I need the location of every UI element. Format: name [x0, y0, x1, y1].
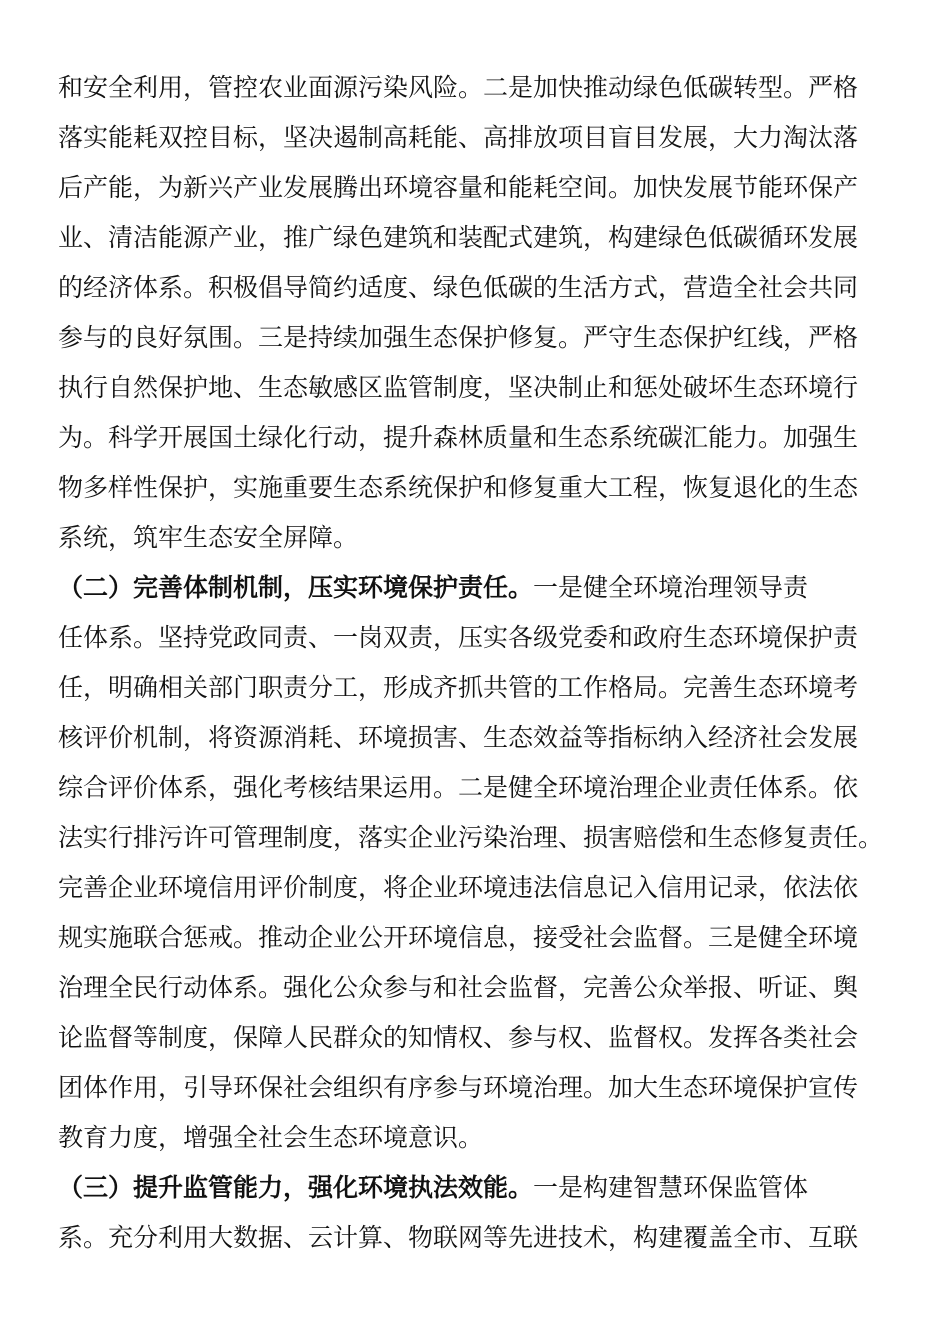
text-span: 一是构建智慧环保监管体: [533, 1173, 809, 1202]
text-line: 业、清洁能源产业，推广绿色建筑和装配式建筑，构建绿色低碳循环发展: [58, 223, 859, 252]
text-line: 为。科学开展国土绿化行动，提升森林质量和生态系统碳汇能力。加强生: [58, 423, 859, 452]
text-line: 法实行排污许可管理制度，落实企业污染治理、损害赔偿和生态修复责任。: [58, 823, 884, 852]
text-line: 系。充分利用大数据、云计算、物联网等先进技术，构建覆盖全市、互联: [58, 1223, 859, 1252]
text-line: 的经济体系。积极倡导简约适度、绿色低碳的生活方式，营造全社会共同: [58, 273, 859, 302]
text-line: 治理全民行动体系。强化公众参与和社会监督，完善公众举报、听证、舆: [58, 973, 859, 1002]
text-line: 和安全利用，管控农业面源污染风险。二是加快推动绿色低碳转型。严格: [58, 73, 859, 102]
paragraph-first-line: [58, 568, 898, 608]
text-line: 教育力度，增强全社会生态环境意识。: [58, 1123, 484, 1152]
text-line: 系统，筑牢生态安全屏障。: [58, 523, 359, 552]
text-line: 物多样性保护，实施重要生态系统保护和修复重大工程，恢复退化的生态: [58, 473, 859, 502]
text-line: 综合评价体系，强化考核结果运用。二是健全环境治理企业责任体系。依: [58, 773, 859, 802]
text-line: 论监督等制度，保障人民群众的知情权、参与权、监督权。发挥各类社会: [58, 1023, 859, 1052]
section-heading: （三）提升监管能力，强化环境执法效能。: [58, 1173, 534, 1202]
text-line: 团体作用，引导环保社会组织有序参与环境治理。加大生态环境保护宣传: [58, 1073, 859, 1102]
text-line: 落实能耗双控目标，坚决遏制高耗能、高排放项目盲目发展，大力淘汰落: [58, 123, 859, 152]
text-line: 参与的良好氛围。三是持续加强生态保护修复。严守生态保护红线，严格: [58, 323, 859, 352]
text-span: 一是健全环境治理领导责: [533, 573, 809, 602]
text-line: 执行自然保护地、生态敏感区监管制度，坚决制止和惩处破坏生态环境行: [58, 373, 859, 402]
text-line: 规实施联合惩戒。推动企业公开环境信息，接受社会监督。三是健全环境: [58, 923, 859, 952]
text-line: 后产能，为新兴产业发展腾出环境容量和能耗空间。加快发展节能环保产: [58, 173, 859, 202]
text-line: 任，明确相关部门职责分工，形成齐抓共管的工作格局。完善生态环境考: [58, 673, 859, 702]
text-line: 核评价机制，将资源消耗、环境损害、生态效益等指标纳入经济社会发展: [58, 723, 859, 752]
text-line: 完善企业环境信用评价制度，将企业环境违法信息记入信用记录，依法依: [58, 873, 859, 902]
text-line: 任体系。坚持党政同责、一岗双责，压实各级党委和政府生态环境保护责: [58, 623, 859, 652]
section-heading: （二）完善体制机制，压实环境保护责任。: [58, 573, 534, 602]
paragraph-first-line: [58, 1168, 898, 1208]
